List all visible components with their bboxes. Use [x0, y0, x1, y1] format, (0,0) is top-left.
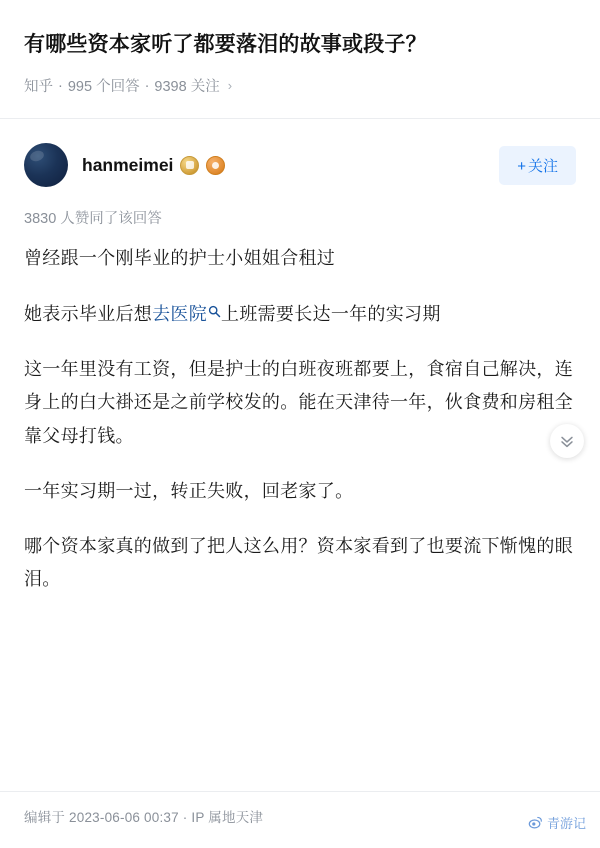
- answer-body: [24, 242, 576, 596]
- source-label: 知乎: [24, 79, 53, 96]
- author-row: [24, 143, 576, 187]
- chevron-right-icon[interactable]: ›: [227, 78, 233, 94]
- meta-separator-2: ·: [144, 77, 150, 94]
- medal-badge-inner: [212, 162, 219, 169]
- edit-timestamp: 编辑于 2023-06-06 00:37 · IP 属地天津: [24, 810, 264, 825]
- question-header: [0, 0, 600, 96]
- answer-block: [0, 143, 600, 596]
- meta-separator-1: ·: [58, 77, 63, 94]
- expand-answer-button[interactable]: [550, 424, 584, 458]
- answer-paragraph-2: [24, 298, 576, 331]
- follower-count: 9398 关注: [154, 79, 220, 96]
- chevron-double-down-icon: [558, 432, 576, 450]
- page-title: 有哪些资本家听了都要落泪的故事或段子？: [24, 33, 427, 56]
- hospital-link[interactable]: [152, 304, 221, 324]
- vote-count-label: 3830 人赞同了该回答: [24, 211, 162, 228]
- medal-badge-icon: [206, 156, 225, 175]
- watermark-label: 青游记: [546, 816, 586, 831]
- question-meta[interactable]: [24, 75, 576, 96]
- paragraph-2-after: 上班需要长达一年的实习期: [221, 303, 441, 324]
- footer-divider: [0, 791, 600, 792]
- answer-count: 995 个回答: [67, 79, 140, 96]
- answer-paragraph-3: 这一年里没有工资，但是护士的白班夜班都要上，食宿自己解决，连身上的白大褂还是之前学校发的。能在天津待一年，伙食费和房租全靠父母打钱。: [24, 358, 573, 446]
- identity-badge-inner: [186, 161, 194, 169]
- author-name[interactable]: hanmeimei: [82, 154, 174, 175]
- answer-paragraph-1: 曾经跟一个刚毕业的护士小姐姐合租过: [24, 248, 336, 269]
- avatar[interactable]: [24, 143, 68, 187]
- follow-button-label: 关注: [527, 157, 558, 175]
- identity-badge-icon: [180, 156, 199, 175]
- follow-button[interactable]: [499, 146, 576, 185]
- paragraph-2-before: 她表示毕业后想: [24, 303, 153, 324]
- search-icon: [208, 305, 221, 318]
- answer-paragraph-5: 哪个资本家真的做到了把人这么用？资本家看到了也要流下惭愧的眼泪。: [24, 536, 573, 590]
- weibo-icon: [528, 815, 543, 830]
- watermark: [528, 813, 586, 832]
- header-divider: [0, 118, 600, 119]
- plus-icon: +: [517, 157, 526, 175]
- answer-paragraph-4: 一年实习期一过，转正失败，回老家了。: [24, 480, 354, 501]
- hospital-link-label: 去医院: [152, 303, 208, 324]
